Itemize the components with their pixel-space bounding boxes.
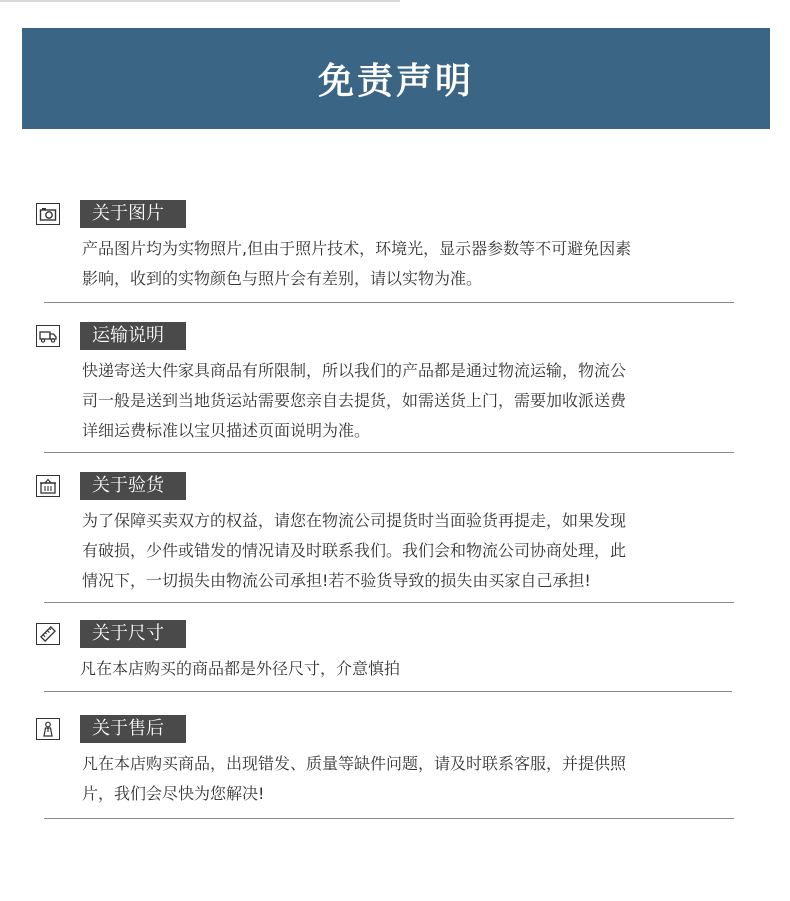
top-divider-line bbox=[0, 0, 400, 2]
section-dimensions bbox=[36, 620, 734, 684]
text-line: 情况下，一切损失由物流公司承担!若不验货导致的损失由买家自己承担! bbox=[82, 571, 591, 590]
section-shipping bbox=[36, 322, 734, 446]
text-line: 司一般是送到当地货运站需要您亲自去提货，如需送货上门，需要加收派送费 bbox=[82, 391, 627, 410]
header-banner bbox=[22, 28, 770, 129]
customer-service-icon bbox=[36, 718, 60, 740]
section-body bbox=[82, 749, 702, 809]
section-divider bbox=[44, 691, 732, 692]
section-divider bbox=[44, 602, 734, 603]
text-line: 片，我们会尽快为您解决! bbox=[82, 784, 265, 803]
section-title: 关于图片 bbox=[80, 200, 186, 228]
text-line: 凡在本店购买商品，出现错发、质量等缺件问题，请及时联系客服，并提供照 bbox=[82, 754, 627, 773]
section-body bbox=[82, 356, 702, 446]
section-body bbox=[82, 506, 702, 596]
section-inspection bbox=[36, 472, 734, 596]
truck-icon bbox=[36, 325, 60, 347]
text-line: 为了保障买卖双方的权益，请您在物流公司提货时当面验货再提走，如果发现 bbox=[82, 511, 627, 530]
section-title: 关于验货 bbox=[80, 472, 186, 500]
camera-icon bbox=[36, 203, 60, 225]
section-about-images bbox=[36, 200, 734, 294]
text-line: 凡在本店购买的商品都是外径尺寸，介意慎拍 bbox=[80, 659, 401, 678]
section-title: 关于售后 bbox=[80, 715, 186, 743]
package-icon bbox=[36, 475, 60, 497]
text-line: 产品图片均为实物照片,但由于照片技术，环境光，显示器参数等不可避免因素 bbox=[82, 239, 632, 258]
page-title: 免责声明 bbox=[317, 61, 474, 102]
text-line: 影响，收到的实物颜色与照片会有差别，请以实物为准。 bbox=[82, 269, 483, 288]
text-line: 有破损，少件或错发的情况请及时联系我们。我们会和物流公司协商处理，此 bbox=[82, 541, 627, 560]
section-body bbox=[82, 234, 702, 294]
section-after-sales bbox=[36, 715, 734, 809]
section-title: 运输说明 bbox=[80, 322, 186, 350]
section-divider bbox=[44, 452, 734, 453]
section-title: 关于尺寸 bbox=[80, 620, 186, 648]
text-line: 快递寄送大件家具商品有所限制，所以我们的产品都是通过物流运输，物流公 bbox=[82, 361, 627, 380]
text-line: 详细运费标准以宝贝描述页面说明为准。 bbox=[82, 421, 371, 440]
ruler-icon bbox=[36, 623, 60, 645]
section-body bbox=[80, 654, 700, 684]
section-divider bbox=[44, 818, 734, 819]
section-divider bbox=[44, 302, 734, 303]
